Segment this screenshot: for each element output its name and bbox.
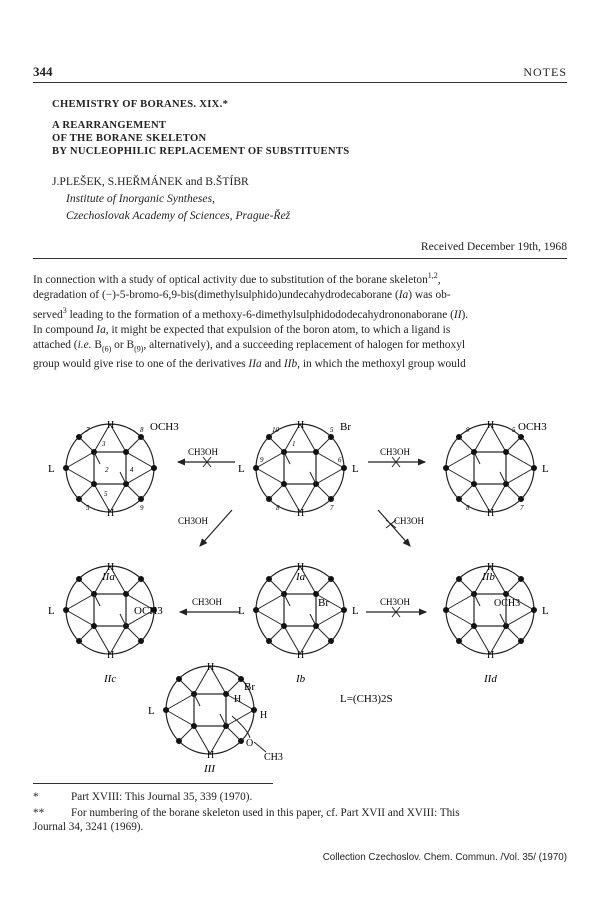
ligand-label: L	[238, 463, 245, 475]
ligand-label: L	[238, 605, 245, 617]
reaction-arrow-Ib-to-IId	[366, 597, 426, 617]
atom-label: CH3	[264, 752, 283, 763]
body-line: degradation of (−)-5-bromo-6,9-bis(dimethylsulphido)undecahydrodecaborane (Ia) was ob-	[33, 289, 451, 301]
reaction-arrow-Ia-to-IIc	[178, 510, 232, 546]
atom-label: H	[487, 562, 495, 573]
atom-number: 9	[260, 456, 264, 464]
institute-line1: Institute of Inorganic Syntheses,	[66, 192, 215, 205]
atom-label: H	[297, 562, 305, 573]
atom-label: H	[260, 710, 268, 721]
molecule-III	[148, 662, 283, 775]
compound-label: Ib	[296, 673, 306, 685]
atom-label: H	[107, 420, 115, 431]
atom-label: H	[297, 650, 305, 661]
ligand-label: L	[542, 605, 549, 617]
authors: J.PLEŠEK, S.HEŘMÁNEK and B.ŠTÍBR	[52, 175, 249, 188]
atom-label: H	[487, 420, 495, 431]
reagent-label: CH3OH	[178, 516, 209, 526]
received-date: Received December 19th, 1968	[420, 240, 567, 253]
atom-number: 3	[102, 440, 106, 448]
ligand-definition: L=(CH3)2S	[340, 693, 393, 705]
atom-number: 8	[276, 504, 280, 512]
institute-line2: Czechoslovak Academy of Sciences, Prague-Řež	[66, 209, 291, 222]
substituent-label: OCH3	[134, 605, 163, 617]
substituent-label: Br	[244, 681, 255, 693]
substituent-label: Br	[340, 421, 351, 433]
ligand-label: L	[352, 463, 359, 475]
atom-label: H	[297, 420, 305, 431]
reaction-arrow-Ia-to-IIa	[178, 447, 235, 467]
footnote-2: ** For numbering of the borane skeleton used in this paper, cf. Part XVII and XVIII: This Journal 34, 3241 (1969).	[33, 807, 460, 833]
atom-label: H	[297, 508, 305, 519]
article-series-title: CHEMISTRY OF BORANES. XIX.*	[52, 99, 229, 110]
body-line: In compound Ia, it might be expected that expulsion of the boron atom, to which a ligand is	[33, 324, 451, 337]
atom-number: 10	[272, 426, 279, 434]
body-line: served$^3$ leading to the formation of a methoxy-6-dimethylsulphidododecahydrononaborane (II).	[33, 306, 469, 321]
atom-label: H	[207, 662, 215, 673]
journal-citation: Collection Czechoslov. Chem. Commun. /Vol. 35/ (1970)	[322, 852, 567, 863]
substituent-label: Br	[318, 597, 329, 609]
atom-label: O	[246, 738, 254, 749]
atom-number: 7	[330, 504, 334, 512]
atom-number: 5	[330, 426, 334, 434]
header-rule	[33, 82, 567, 83]
reaction-arrow-Ib-to-IIc	[180, 597, 240, 612]
body-line: group would give rise to one of the derivatives IIa and IIb, in which the methoxyl group would	[33, 357, 466, 370]
substituent-label: OCH3	[494, 598, 521, 609]
compound-label: III	[204, 763, 215, 775]
atom-number: 8	[466, 504, 470, 512]
compound-label: IIb	[482, 571, 495, 583]
atom-label: H	[487, 508, 495, 519]
atom-number: 2	[105, 466, 109, 474]
atom-label: H	[487, 650, 495, 661]
ligand-label: L	[48, 605, 55, 617]
article-title-line3: BY NUCLEOPHILIC REPLACEMENT OF SUBSTITUENTS	[52, 146, 350, 157]
reaction-scheme	[0, 400, 600, 775]
atom-label: H	[234, 694, 242, 705]
atom-number: 7	[520, 504, 524, 512]
atom-number: 5	[86, 504, 90, 512]
body-line: attached (i.e. $B_{(6)}$ or $B_{(9)}$, alternatively), and a succeeding replacement of halogen for methoxyl	[33, 339, 466, 354]
article-title-line1: A REARRANGEMENT	[52, 120, 167, 131]
footnote-1: * Part XVIII: This Journal 35, 339 (1970).	[33, 791, 253, 803]
body-line: In connection with a study of optical activity due to substitution of the borane skeleton$^{1,2}$,	[33, 271, 441, 286]
ligand-label: L	[542, 463, 549, 475]
ligand-label: L	[148, 705, 155, 717]
atom-number: 6	[338, 456, 342, 464]
reaction-arrow-Ia-to-IIb	[368, 447, 425, 467]
received-rule	[33, 258, 567, 259]
reagent-label: CH3OH	[192, 597, 223, 607]
ligand-label: L	[352, 605, 359, 617]
body-paragraph	[33, 268, 567, 372]
atom-label: H	[107, 562, 115, 573]
atom-number: 8	[140, 426, 144, 434]
reagent-label: CH3OH	[394, 516, 425, 526]
ligand-label: L	[48, 463, 55, 475]
atom-number: 9	[466, 426, 470, 434]
atom-number: 5	[512, 426, 516, 434]
compound-label: IIc	[104, 673, 117, 685]
compound-label: IIa	[102, 571, 115, 583]
compound-label: Ia	[296, 571, 306, 583]
atom-number: 4	[130, 466, 134, 474]
atom-label: H	[107, 508, 115, 519]
molecule-IIa	[48, 420, 179, 583]
reagent-label: CH3OH	[380, 597, 411, 607]
footnote-rule	[33, 783, 273, 784]
compound-label: IId	[484, 673, 497, 685]
atom-number: 1	[292, 440, 296, 448]
reaction-arrow-Ia-to-IId	[378, 510, 425, 546]
atom-label: H	[207, 750, 215, 761]
substituent-label: OCH3	[150, 421, 179, 433]
atom-number: 7	[86, 426, 90, 434]
page-number: 344	[33, 64, 53, 79]
atom-label: H	[107, 650, 115, 661]
article-title-line2: OF THE BORANE SKELETON	[52, 133, 207, 144]
reagent-label: CH3OH	[188, 447, 219, 457]
substituent-label: OCH3	[518, 421, 547, 433]
atom-number: 9	[140, 504, 144, 512]
molecule-Ia	[238, 420, 359, 583]
molecule-IId	[443, 562, 549, 685]
section-heading: NOTES	[523, 65, 567, 79]
reagent-label: CH3OH	[380, 447, 411, 457]
molecule-IIb	[443, 420, 549, 583]
atom-number: 5	[104, 490, 108, 498]
